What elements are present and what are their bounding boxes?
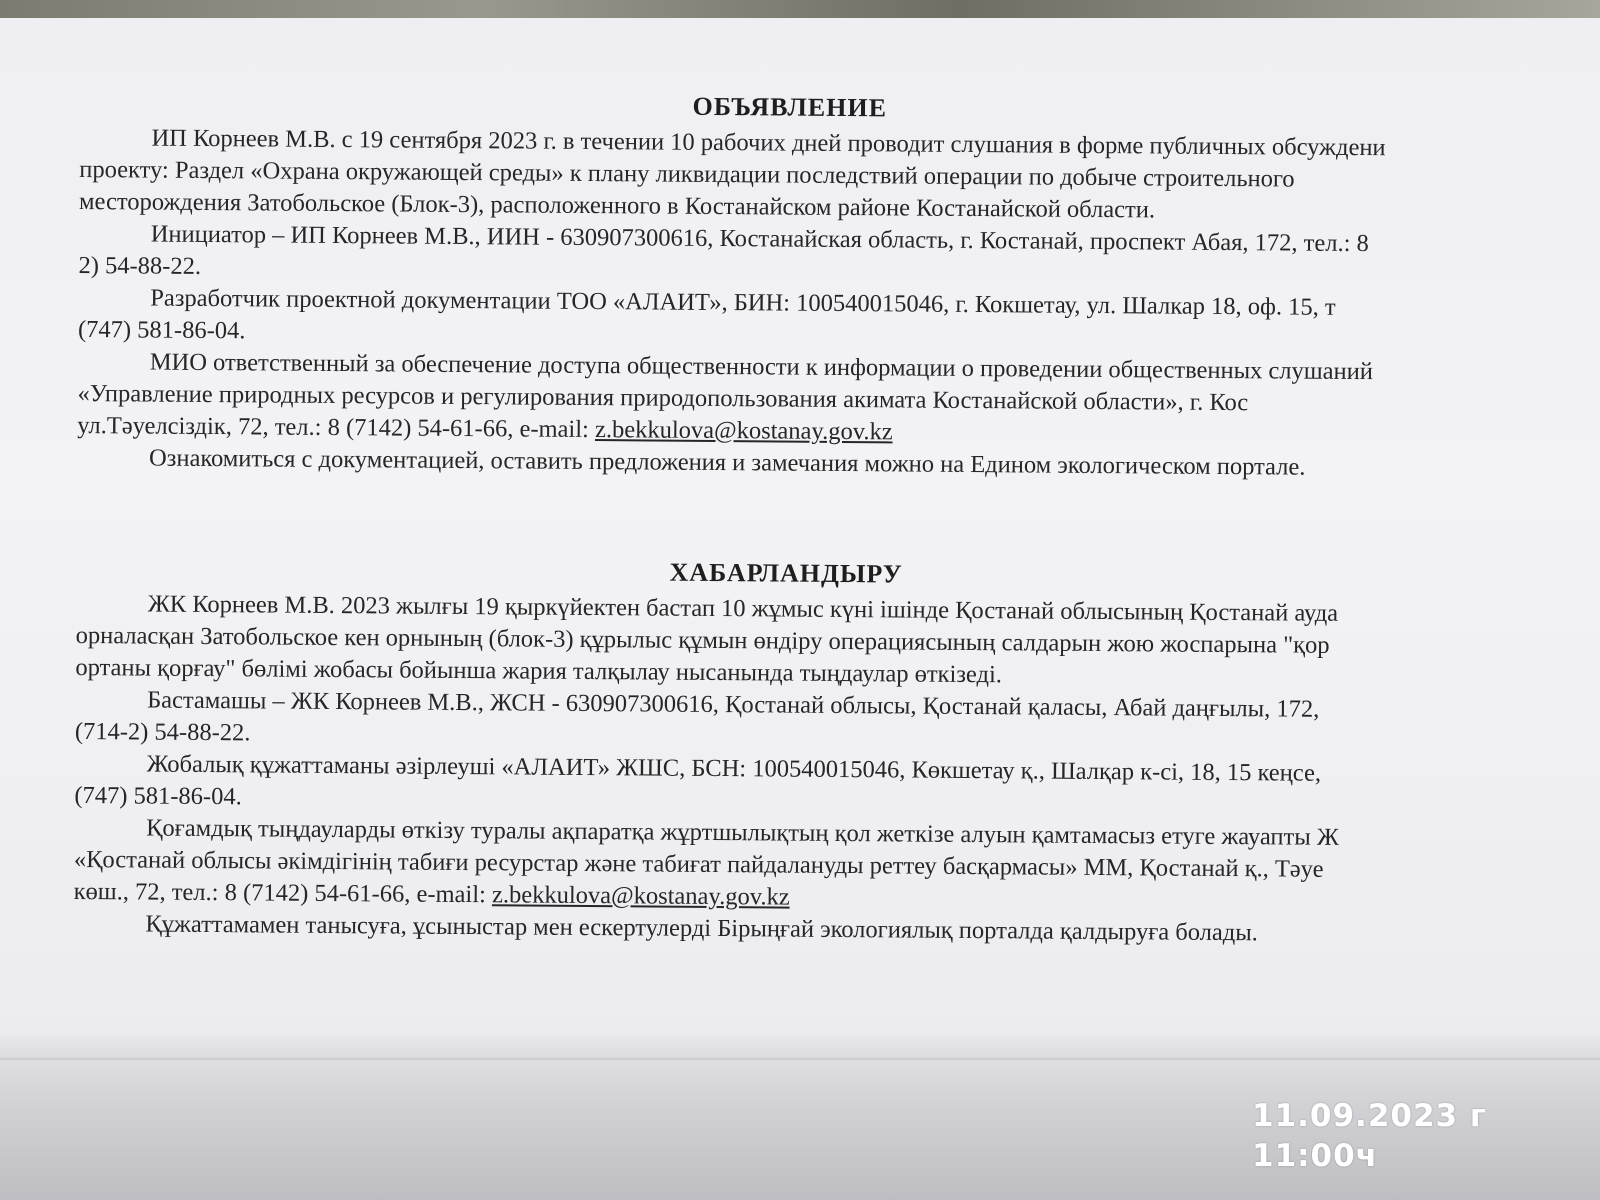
ru-p1-line1: ИП Корнеев М.В. с 19 сентября 2023 г. в течении 10 рабочих дней проводит слушания в форме публичных обсуждени: [151, 124, 1386, 162]
kz-p5: Құжаттамамен танысуға, ұсыныстар мен ескертулерді Бірыңғай экологиялық порталда қалдыруға болады.: [145, 910, 1258, 947]
ru-p3-line1: Разработчик проектной документации ТОО «АЛАИТ», БИН: 100540015046, г. Кокшетау, ул. Шалкар 18, оф. 15, т: [150, 284, 1336, 321]
kz-title: ХАБАРЛАНДЫРУ: [669, 557, 903, 589]
timestamp-time: 11:00ч: [1252, 1138, 1378, 1174]
kz-p2-line1: Бастамашы – ЖК Корнеев М.В., ЖСН - 630907300616, Қостанай облысы, Қостанай қаласы, Абай даңғылы, 172,: [147, 686, 1320, 723]
ru-p2-line1: Инициатор – ИП Корнеев М.В., ИИН - 630907300616, Костанайская область, г. Костанай, проспект Абая, 172, тел.: 8: [150, 220, 1369, 258]
kz-p4-line2: «Қостанай облысы әкімдігінің табиғи ресурстар және табиғат пайдалануды реттеу басқармасы» ММ, Қостанай қ., Тәуе: [73, 845, 1324, 883]
ru-p1-line3: месторождения Затобольское (Блок-3), расположенного в Костанайском районе Костанайской области.: [78, 187, 1156, 224]
ru-title: ОБЪЯВЛЕНИЕ: [692, 91, 888, 123]
kz-p1-line3: ортаны қорғау" бөлімі жобасы бойынша жария талқылау нысанында тыңдаулар өткізеді.: [75, 653, 1003, 689]
announcement-ru: [77, 86, 1600, 486]
timestamp-date: 11.09.2023 г: [1252, 1098, 1488, 1134]
announcement-kz: [73, 552, 1600, 952]
kz-email-link[interactable]: z.bekkulova@kostanay.gov.kz: [491, 881, 790, 911]
kz-p4-line3-text: көш., 72, тел.: 8 (7142) 54-61-66, e-mail:: [73, 877, 493, 909]
kz-p4-line1: Қоғамдық тыңдауларды өткізу туралы ақпаратқа жұртшылықтың қол жеткізе алуын қамтамасыз етуге жауапты Ж: [146, 814, 1339, 851]
paper-edge-shadow: [0, 1030, 1600, 1060]
kz-p1-line1: ЖК Корнеев М.В. 2023 жылғы 19 қыркүйектен бастап 10 жұмыс күні ішінде Қостанай облысының Қостанай ауда: [147, 590, 1339, 627]
paper-sheet: [0, 18, 1600, 1058]
ru-p4-line2: «Управление природных ресурсов и регулирования природопользования акимата Костанайской области», г. Кос: [77, 379, 1249, 417]
ru-p5: Ознакомиться с документацией, оставить предложения и замечания можно на Едином экологическом портале.: [148, 444, 1306, 481]
ru-p3-line2: (747) 581-86-04.: [77, 315, 246, 345]
announcement-document: [73, 80, 1600, 952]
ru-p4-line1: МИО ответственный за обеспечение доступа общественности к информации о проведении общественных слушаний: [149, 348, 1374, 386]
kz-p3-line1: Жобалық құжаттаманы әзірлеуші «АЛАИТ» ЖШС, БСН: 100540015046, Көкшетау қ., Шалқар к-сі, 18, 15 кеңсе,: [146, 750, 1322, 787]
ru-p4-line3-text: ул.Тәуелсіздік, 72, тел.: 8 (7142) 54-61-66, e-mail:: [77, 411, 596, 444]
kz-p3-line2: (747) 581-86-04.: [74, 781, 242, 811]
timestamp-overlay: [1252, 1096, 1487, 1176]
section-gap: [76, 474, 1600, 558]
kz-p2-line2: (714-2) 54-88-22.: [74, 717, 251, 747]
ru-email-link[interactable]: z.bekkulova@kostanay.gov.kz: [594, 416, 893, 446]
ru-p2-line2: 2) 54-88-22.: [78, 251, 202, 280]
ru-p1-line2: проекту: Раздел «Охрана окружающей среды» к плану ликвидации последствий операции по добыче строительного: [79, 155, 1295, 193]
kz-p1-line2: орналасқан Затобольское кен орнының (блок-3) құрылыс құмын өндіру операциясының салдарын жою жоспарына "қор: [75, 621, 1330, 659]
